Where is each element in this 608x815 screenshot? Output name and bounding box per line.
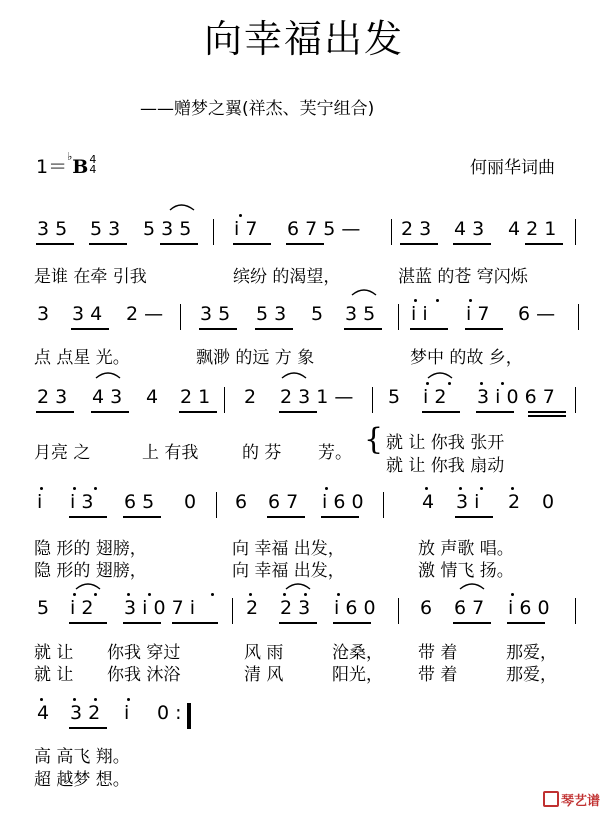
lyric-line: 上 有我 [142, 443, 199, 463]
song-subtitle: ——赠梦之翼(祥杰、芙宁组合) [140, 99, 375, 119]
slur [460, 584, 484, 589]
lyric-line: 隐 形的 翅膀， [34, 561, 147, 581]
octave-dot [459, 487, 462, 490]
lyric-line: 向 幸福 出发， [232, 539, 345, 559]
lyric-line: 向 幸福 出发， [232, 561, 345, 581]
note-group: 3 5 [200, 303, 231, 325]
octave-dot [414, 299, 417, 302]
octave-dot [40, 698, 43, 701]
octave-dot [73, 698, 76, 701]
octave-dot [127, 698, 130, 701]
note-group: 0 : [157, 702, 182, 724]
note-group: i 2 [70, 597, 94, 619]
octave-dot [337, 593, 340, 596]
slur [282, 373, 306, 378]
octave-dot [480, 382, 483, 385]
note-group: 6 7 [268, 491, 299, 513]
note-group: i 7 [234, 218, 258, 240]
note-group: 3 5 [345, 303, 376, 325]
lyric-line: 缤纷 的渴望， [233, 267, 341, 287]
lyric-line: 激 情飞 扬。 [418, 561, 514, 581]
lyric-line: 湛蓝 的苍 穹闪烁 [398, 267, 528, 287]
site-logo [543, 790, 600, 809]
note-group: 5 [37, 597, 50, 619]
note-group: 2 3 [280, 597, 311, 619]
lyric-line: 你我 穿过 [107, 643, 181, 663]
note-group: 3 i 0 6 7 [477, 386, 555, 408]
note-group: 0 [184, 491, 197, 513]
octave-dot [94, 487, 97, 490]
note-group: 2 [246, 597, 259, 619]
time-top: 4 [89, 152, 97, 166]
note-group: i 3 [70, 491, 94, 513]
credits: 何丽华词曲 [470, 158, 555, 178]
octave-dot [325, 487, 328, 490]
octave-dot [94, 593, 97, 596]
slur [352, 290, 376, 295]
slur [170, 205, 194, 210]
note-group: 2 [244, 386, 257, 408]
key-note: B [72, 156, 89, 178]
lyric-line: 飘渺 的远 方 象 [196, 348, 315, 368]
note-group: 2 1 [180, 386, 211, 408]
note-group: 2 3 [401, 218, 432, 240]
lyric-line: 清 风 [244, 665, 284, 685]
note-group: 3 i 0 7 i [124, 597, 195, 619]
lyric-line: 带 着 [418, 643, 458, 663]
octave-dot [94, 698, 97, 701]
note-group: 2 3 1 — [280, 386, 354, 408]
lyric-line: 的 芬 [242, 443, 282, 463]
note-group: 2 — [126, 303, 164, 325]
lyric-line: 阳光， [332, 665, 383, 685]
lyric-line: 风 雨 [244, 643, 284, 663]
octave-dot [426, 382, 429, 385]
lyric-line: 隐 形的 翅膀， [34, 539, 147, 559]
lyric-line: 带 着 [418, 665, 458, 685]
lyric-line: 就 让 [34, 665, 74, 685]
octave-dot [501, 382, 504, 385]
octave-dot [304, 593, 307, 596]
note-group: 6 [420, 597, 433, 619]
octave-dot [211, 593, 214, 596]
lyric-line: 沧桑， [332, 643, 383, 663]
lyric-line: 就 让 [34, 643, 74, 663]
flat-sign: ♭ [67, 150, 73, 163]
logo-icon [543, 791, 559, 807]
note-group: 5 3 [256, 303, 287, 325]
slur [428, 373, 452, 378]
logo-text: 琴艺谱 [560, 794, 600, 809]
note-group: 3 [37, 303, 50, 325]
octave-dot [283, 593, 286, 596]
lyric-verse-2: 就 让 你我 扇动 [386, 456, 505, 476]
note-group: 0 [542, 491, 555, 513]
octave-dot [249, 593, 252, 596]
lyric-verse-1: 就 让 你我 张开 [386, 433, 505, 453]
note-group: i 7 [466, 303, 490, 325]
key-prefix: 1＝ [36, 156, 68, 178]
lyric-line: 放 声歌 唱。 [418, 539, 514, 559]
note-group: 5 [311, 303, 324, 325]
note-group: 6 7 5 — [287, 218, 361, 240]
note-group: i i [411, 303, 428, 325]
lyric-line: 那爱， [506, 643, 557, 663]
note-group: 3 2 [70, 702, 101, 724]
octave-dot [40, 487, 43, 490]
verse-brace: { [364, 422, 384, 457]
octave-dot [511, 593, 514, 596]
note-group: 5 3 [90, 218, 121, 240]
note-group: i [37, 491, 43, 513]
lyric-line: 你我 沐浴 [107, 665, 181, 685]
lyric-line: 是谁 在牵 引我 [34, 267, 147, 287]
note-group: 6 5 [124, 491, 155, 513]
note-group: 4 3 [454, 218, 485, 240]
lyric-line: 月亮 之 [34, 443, 91, 463]
lyric-line: 芳。 [318, 443, 352, 463]
note-group: 5 [388, 386, 401, 408]
time-bottom: 4 [89, 162, 97, 176]
slur [96, 373, 120, 378]
note-group: 3 4 [72, 303, 103, 325]
note-group: i [124, 702, 130, 724]
octave-dot [480, 487, 483, 490]
note-group: 6 7 [454, 597, 485, 619]
note-group: 4 [37, 702, 50, 724]
note-group: 2 [508, 491, 521, 513]
octave-dot [469, 299, 472, 302]
slur [76, 584, 100, 589]
octave-dot [425, 487, 428, 490]
octave-dot [436, 299, 439, 302]
note-group: i 6 0 [334, 597, 376, 619]
octave-dot [148, 593, 151, 596]
lyric-verse-2: 超 越梦 想。 [34, 770, 130, 790]
note-group: 4 [146, 386, 159, 408]
note-group: i 6 0 [508, 597, 550, 619]
note-group: 4 [422, 491, 435, 513]
note-group: i 2 [423, 386, 447, 408]
note-group: 6 [235, 491, 248, 513]
song-title: 向幸福出发 [203, 17, 404, 61]
octave-dot [127, 593, 130, 596]
octave-dot [511, 487, 514, 490]
note-group: 5 3 5 [143, 218, 192, 240]
note-group: i 6 0 [322, 491, 364, 513]
note-group: 3 5 [37, 218, 68, 240]
octave-dot [239, 214, 242, 217]
octave-dot [73, 593, 76, 596]
slur [286, 584, 310, 589]
note-group: 3 i [456, 491, 480, 513]
lyric-line: 那爱， [506, 665, 557, 685]
octave-dot [73, 487, 76, 490]
lyric-line: 点 点星 光。 [34, 348, 130, 368]
note-group: 2 3 [37, 386, 68, 408]
octave-dot [448, 382, 451, 385]
lyric-verse-1: 高 高飞 翔。 [34, 747, 130, 767]
note-group: 6 — [518, 303, 556, 325]
lyric-line: 梦中 的故 乡， [410, 348, 523, 368]
note-group: 4 3 [92, 386, 123, 408]
note-group: 4 2 1 [508, 218, 557, 240]
